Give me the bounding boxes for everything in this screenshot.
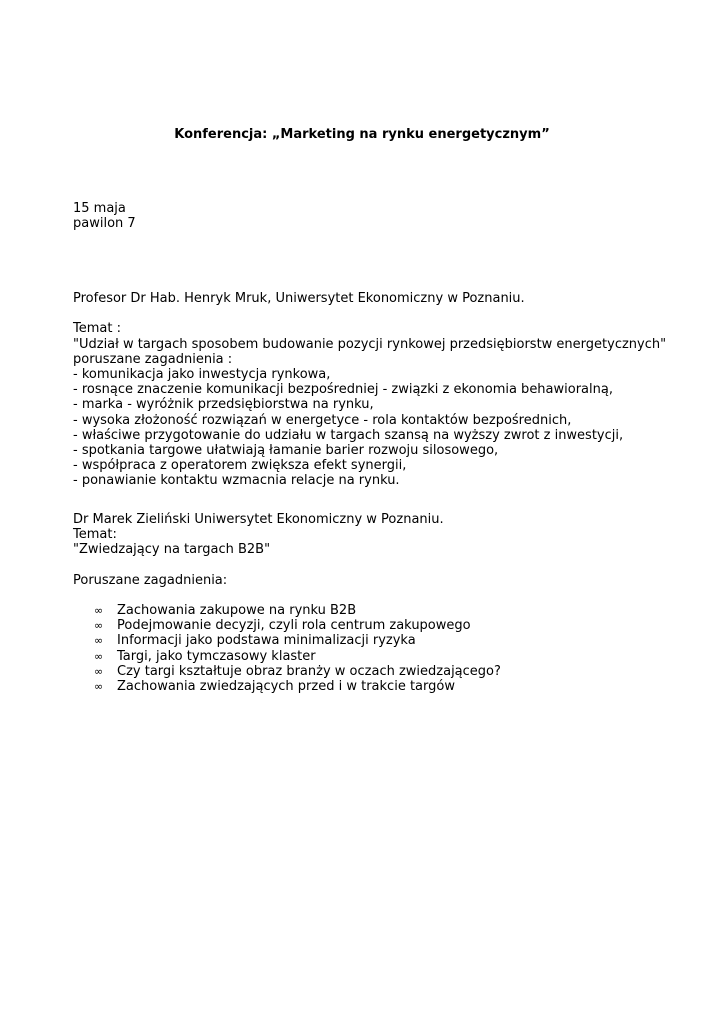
infinity-bullet-icon: ∞ xyxy=(94,604,104,617)
list-item-text: Zachowania zwiedzających przed i w trakcie targów xyxy=(117,678,455,694)
list-item xyxy=(94,618,501,633)
speaker1-topic: "Udział w targach sposobem budowanie pozycji rynkowej przedsiębiorstw energetycznych" xyxy=(73,336,667,352)
list-item-text: Podejmowanie decyzji, czyli rola centrum zakupowego xyxy=(117,618,471,634)
speaker2-topic: "Zwiedzający na targach B2B" xyxy=(73,542,271,558)
infinity-bullet-icon: ∞ xyxy=(94,619,104,633)
event-info xyxy=(73,201,693,231)
speaker2-issues-label: Poruszane zagadnienia: xyxy=(73,572,228,588)
speaker1-issue: - właściwe przygotowanie do udziału w targach szansą na wyższy zwrot z inwestycji, xyxy=(73,427,624,443)
speaker2-topic-label: Temat: xyxy=(73,527,117,543)
event-date: 15 maja xyxy=(73,201,126,216)
list-item-text: Targi, jako tymczasowy klaster xyxy=(117,648,316,664)
list-item xyxy=(94,603,501,618)
speaker1-issue: - komunikacja jako inwestycja rynkowa, xyxy=(73,366,331,382)
list-item xyxy=(94,679,501,694)
list-item xyxy=(94,649,501,664)
speaker1-issue: - współpraca z operatorem zwiększa efekt synergii, xyxy=(73,458,407,474)
speaker2-issues-list xyxy=(94,603,501,694)
list-item-text: Czy targi kształtuje obraz branży w oczach zwiedzającego? xyxy=(117,663,501,679)
speaker1-issue: - wysoka złożoność rozwiązań w energetyce - rola kontaktów bezpośrednich, xyxy=(73,412,572,428)
speaker1-issues-label: poruszane zagadnienia : xyxy=(73,351,233,367)
list-item xyxy=(94,664,501,679)
infinity-bullet-icon: ∞ xyxy=(94,679,104,693)
list-item-text: Zachowania zakupowe na rynku B2B xyxy=(117,603,357,618)
infinity-bullet-icon: ∞ xyxy=(94,664,104,678)
list-item xyxy=(94,633,501,648)
speaker1-section xyxy=(73,291,693,488)
infinity-bullet-icon: ∞ xyxy=(94,634,104,648)
speaker1-issue: - rosnące znaczenie komunikacji bezpośredniej - związki z ekonomia behawioralną, xyxy=(73,382,613,398)
speaker1-issue: - marka - wyróżnik przedsiębiorstwa na rynku, xyxy=(73,397,374,413)
speaker1-topic-label: Temat : xyxy=(73,321,121,337)
speaker2-section xyxy=(73,512,693,588)
speaker1-name: Profesor Dr Hab. Henryk Mruk, Uniwersytet Ekonomiczny w Poznaniu. xyxy=(73,291,525,306)
speaker1-issue: - ponawianie kontaktu wzmacnia relacje na rynku. xyxy=(73,473,400,489)
infinity-bullet-icon: ∞ xyxy=(94,649,104,663)
page-title: Konferencja: „Marketing na rynku energetycznym” xyxy=(174,127,550,142)
speaker2-name: Dr Marek Zieliński Uniwersytet Ekonomiczny w Poznaniu. xyxy=(73,512,444,527)
spacer xyxy=(73,558,693,573)
event-location: pawilon 7 xyxy=(73,216,136,232)
spacer xyxy=(73,306,693,321)
speaker1-issue: - spotkania targowe ułatwiają łamanie barier rozwoju silosowego, xyxy=(73,442,499,458)
list-item-text: Informacji jako podstawa minimalizacji ryzyka xyxy=(117,633,416,649)
